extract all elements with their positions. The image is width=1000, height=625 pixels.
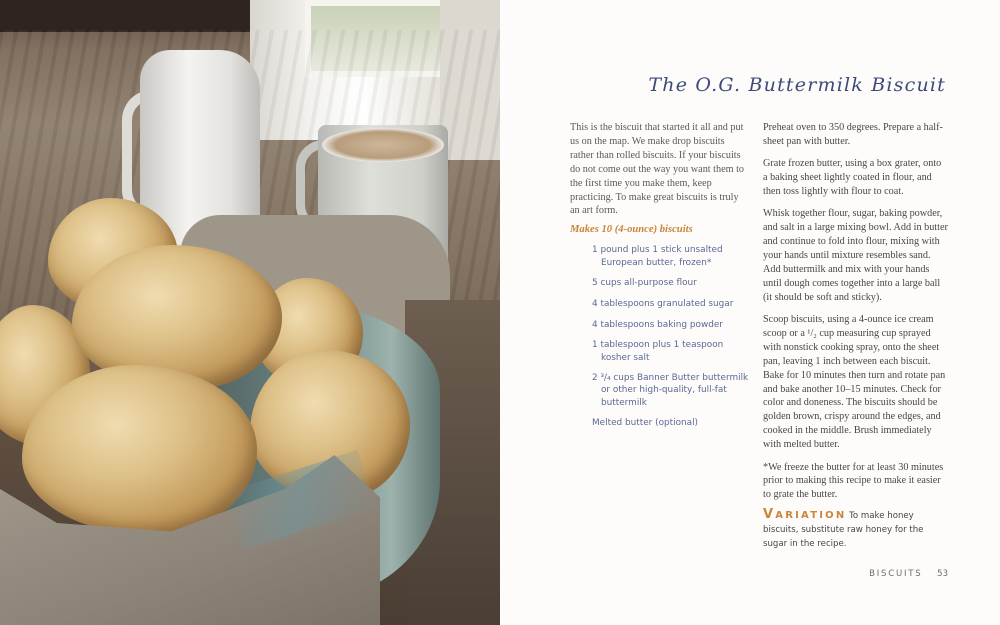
ingredient-item: 2 ³/₄ cups Banner Butter buttermilk or other high-quality, full-fat buttermilk bbox=[592, 373, 749, 408]
ingredient-item: 5 cups all-purpose flour bbox=[592, 278, 697, 289]
section-name: BISCUITS bbox=[869, 569, 923, 579]
page-number: 53 bbox=[937, 569, 948, 579]
variation-text: To make honey biscuits, substitute raw honey for the sugar in the recipe. bbox=[763, 511, 924, 550]
ingredient-item: 1 pound plus 1 stick unsalted European butter, frozen* bbox=[592, 245, 723, 268]
variation-label: VARIATION bbox=[763, 507, 847, 523]
coffee-surface bbox=[322, 128, 444, 162]
photo-background-dark bbox=[0, 0, 260, 32]
ingredient-item: 4 tablespoons baking powder bbox=[592, 319, 723, 330]
method-step: Whisk together flour, sugar, baking powder, and salt in a large mixing bowl. Add in butter and continue to fold into flour, mixing with your hands until mixture resembles sand. Add buttermilk and mix with your hands until dough comes together into a large ball (it should be soft and sticky). bbox=[763, 208, 948, 303]
recipe-intro: This is the biscuit that started it all and put us on the map. We make drop biscuits rather than rolled biscuits. If your biscuits do not come out the way you want them to the first time you make them, keep practicing. To make great biscuits is truly an art form. bbox=[570, 122, 745, 217]
variation-note bbox=[763, 508, 948, 551]
recipe-title: The O.G. Buttermilk Biscuit bbox=[648, 74, 946, 96]
footnote: *We freeze the butter for at least 30 minutes prior to making this recipe to make it easier to grate the butter. bbox=[763, 461, 944, 501]
biscuit bbox=[22, 365, 257, 535]
method-step: Preheat oven to 350 degrees. Prepare a half-sheet pan with butter. bbox=[763, 122, 943, 147]
ingredient-item: 1 tablespoon plus 1 teaspoon kosher salt bbox=[592, 340, 724, 363]
method-step: Grate frozen butter, using a box grater, onto a baking sheet lightly coated in flour, and then toss lightly with flour to coat. bbox=[763, 158, 942, 198]
ingredient-item: Melted butter (optional) bbox=[592, 418, 699, 429]
recipe-left-column bbox=[570, 121, 750, 438]
ingredient-list bbox=[570, 244, 750, 429]
ingredient-item: 4 tablespoons granulated sugar bbox=[592, 298, 734, 309]
recipe-page bbox=[500, 0, 1000, 625]
page-footer bbox=[869, 569, 948, 579]
method-step: Scoop biscuits, using a 4-ounce ice cream scoop or a ¹/₂ cup measuring cup sprayed with nonstick cooking spray, onto the sheet pan, leaving 1 inch between each biscuit. Bake for 10 minutes then turn and rotate pan and bake another 10–15 minutes. Check for color and doneness. The biscuits should be golden brown, crispy around the edges, and cooked in the middle. Brush immediately with melted butter. bbox=[763, 314, 946, 451]
recipe-yield: Makes 10 (4-ounce) biscuits bbox=[570, 224, 693, 236]
recipe-right-column bbox=[763, 121, 948, 551]
